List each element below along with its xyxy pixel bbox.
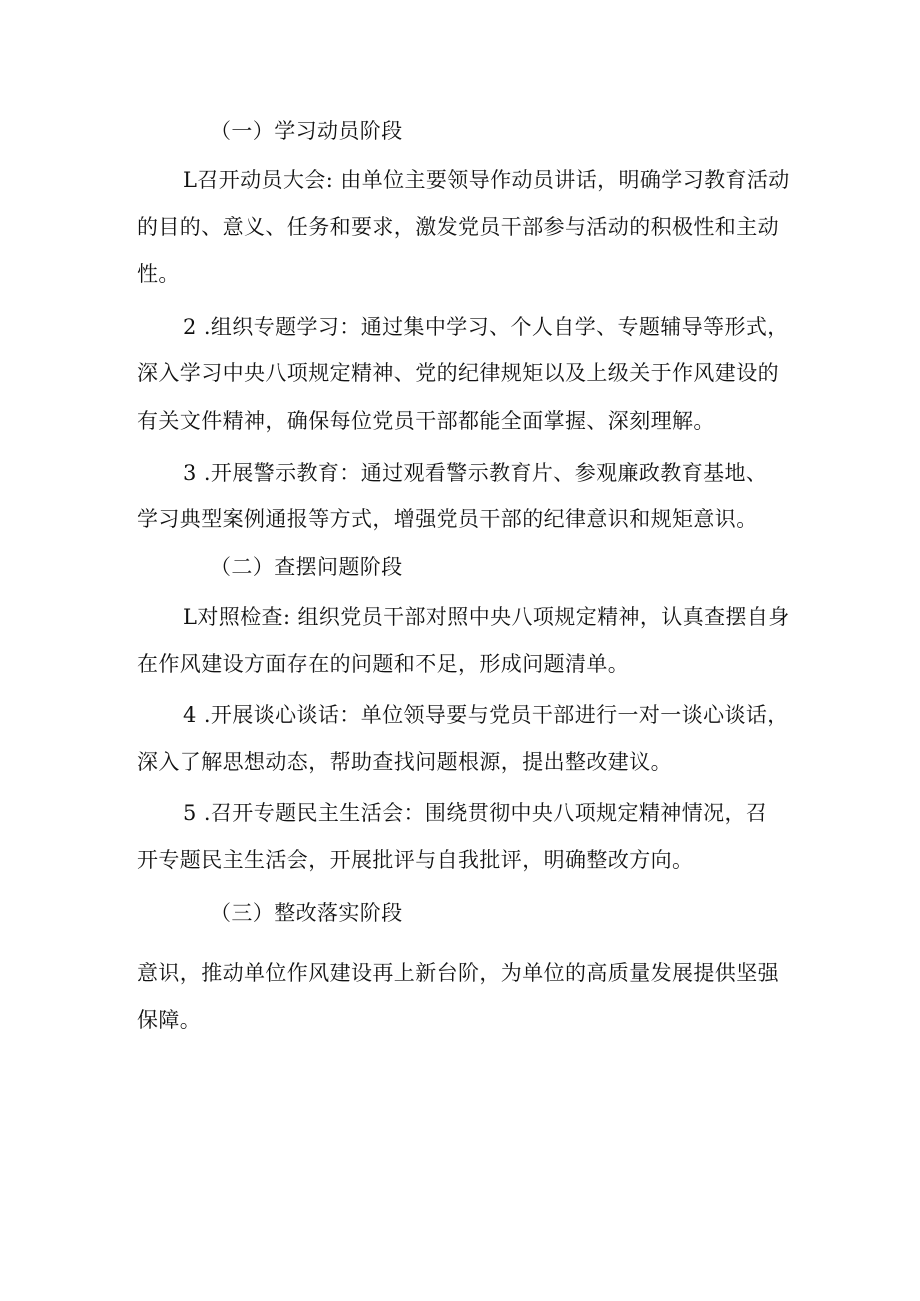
paragraph-line: 在作风建设方面存在的问题和不足，形成问题清单。 xyxy=(137,652,630,676)
paragraph-line: 深入了解思想动态，帮助查找问题根源，提出整改建议。 xyxy=(137,750,672,774)
paragraph-line: 开专题民主生活会，开展批评与自我批评，明确整改方向。 xyxy=(137,848,694,872)
paragraph-line: 5 .召开专题民主生活会：围绕贯彻中央八项规定精神情况，召 xyxy=(183,801,768,825)
paragraph-line: 学习典型案例通报等方式，增强党员干部的纪律意识和规矩意识。 xyxy=(137,507,758,531)
paragraph-line: 4 .开展谈心谈话：单位领导要与党员干部进行一对一谈心谈话， xyxy=(183,703,789,727)
section-heading-1: （一）学习动员阶段 xyxy=(210,119,403,143)
paragraph-line: L对照检查: 组织党员干部对照中央八项规定精神，认真查摆自身 xyxy=(183,605,790,629)
paragraph-line: 有关文件精神，确保每位党员干部都能全面掌握、深刻理解。 xyxy=(137,409,715,433)
paragraph-line: 性。 xyxy=(137,262,180,286)
paragraph-line: 意识，推动单位作风建设再上新台阶，为单位的高质量发展提供坚强 xyxy=(137,961,779,985)
paragraph-line: 2 .组织专题学习：通过集中学习、个人自学、专题辅导等形式， xyxy=(183,315,789,339)
section-heading-2: （二）查摆问题阶段 xyxy=(210,555,403,579)
paragraph-line: 保障。 xyxy=(137,1008,202,1032)
paragraph-line: 3 .开展警示教育：通过观看警示教育片、参观廉政教育基地、 xyxy=(183,461,768,485)
section-heading-3: （三）整改落实阶段 xyxy=(210,901,403,925)
paragraph-line: 的目的、意义、任务和要求，激发党员干部参与活动的积极性和主动 xyxy=(137,215,779,239)
paragraph-line: L召开动员大会: 由单位主要领导作动员讲话，明确学习教育活动 xyxy=(183,168,790,192)
paragraph-line: 深入学习中央八项规定精神、党的纪律规矩以及上级关于作风建设的 xyxy=(137,361,779,385)
